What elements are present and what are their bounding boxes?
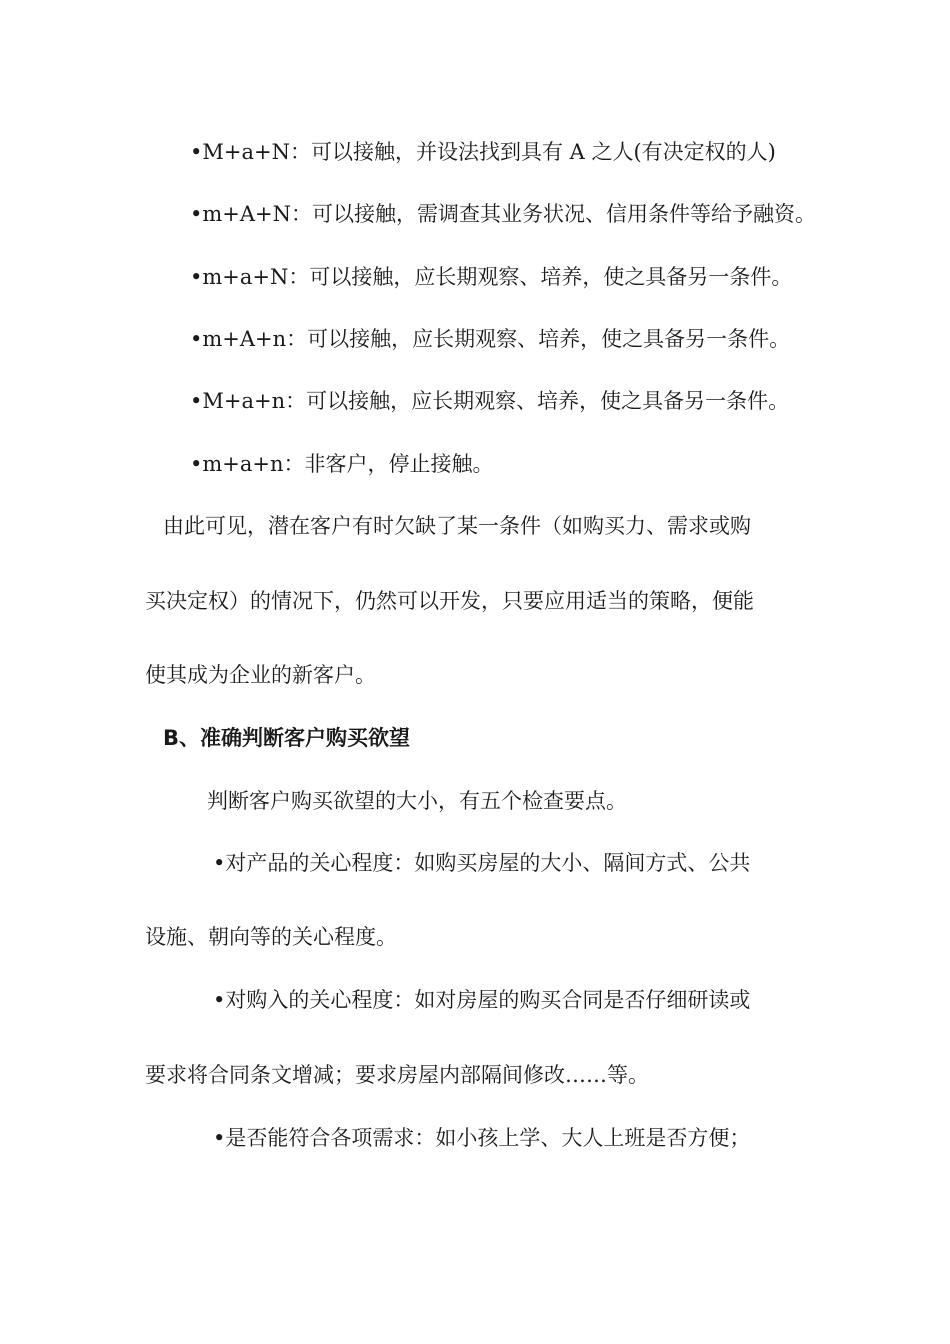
paragraph-line: 买决定权）的情况下，仍然可以开发，只要应用适当的策略，便能 bbox=[145, 589, 754, 613]
checkpoint-item-2: •对购入的关心程度：如对房屋的购买合同是否仔细研读或 bbox=[213, 988, 751, 1012]
bullet-item-4: •m+A+n：可以接触，应长期观察、培养，使之具备另一条件。 bbox=[190, 327, 791, 351]
bullet-item-1: •M+a+N：可以接触，并设法找到具有 A 之人(有决定权的人) bbox=[190, 140, 776, 164]
bullet-item-6: •m+a+n：非客户，停止接触。 bbox=[190, 452, 494, 476]
bullet-item-5: •M+a+n：可以接触，应长期观察、培养，使之具备另一条件。 bbox=[190, 389, 790, 413]
section-heading: B、准确判断客户购买欲望 bbox=[163, 726, 411, 750]
checkpoint-item-3: •是否能符合各项需求：如小孩上学、大人上班是否方便； bbox=[213, 1126, 751, 1150]
paragraph-intro: 判断客户购买欲望的大小，有五个检查要点。 bbox=[207, 789, 627, 813]
checkpoint-item-2-cont: 要求将合同条文增减；要求房屋内部隔间修改……等。 bbox=[145, 1063, 649, 1087]
paragraph-line: 使其成为企业的新客户。 bbox=[145, 663, 376, 687]
checkpoint-item-1: •对产品的关心程度：如购买房屋的大小、隔间方式、公共 bbox=[213, 851, 751, 875]
bullet-item-2: •m+A+N：可以接触，需调查其业务状况、信用条件等给予融资。 bbox=[190, 202, 817, 226]
paragraph-line: 由此可见，潜在客户有时欠缺了某一条件（如购买力、需求或购 bbox=[163, 514, 751, 538]
bullet-item-3: •m+a+N：可以接触，应长期观察、培养，使之具备另一条件。 bbox=[190, 265, 793, 289]
checkpoint-item-1-cont: 设施、朝向等的关心程度。 bbox=[145, 925, 397, 949]
